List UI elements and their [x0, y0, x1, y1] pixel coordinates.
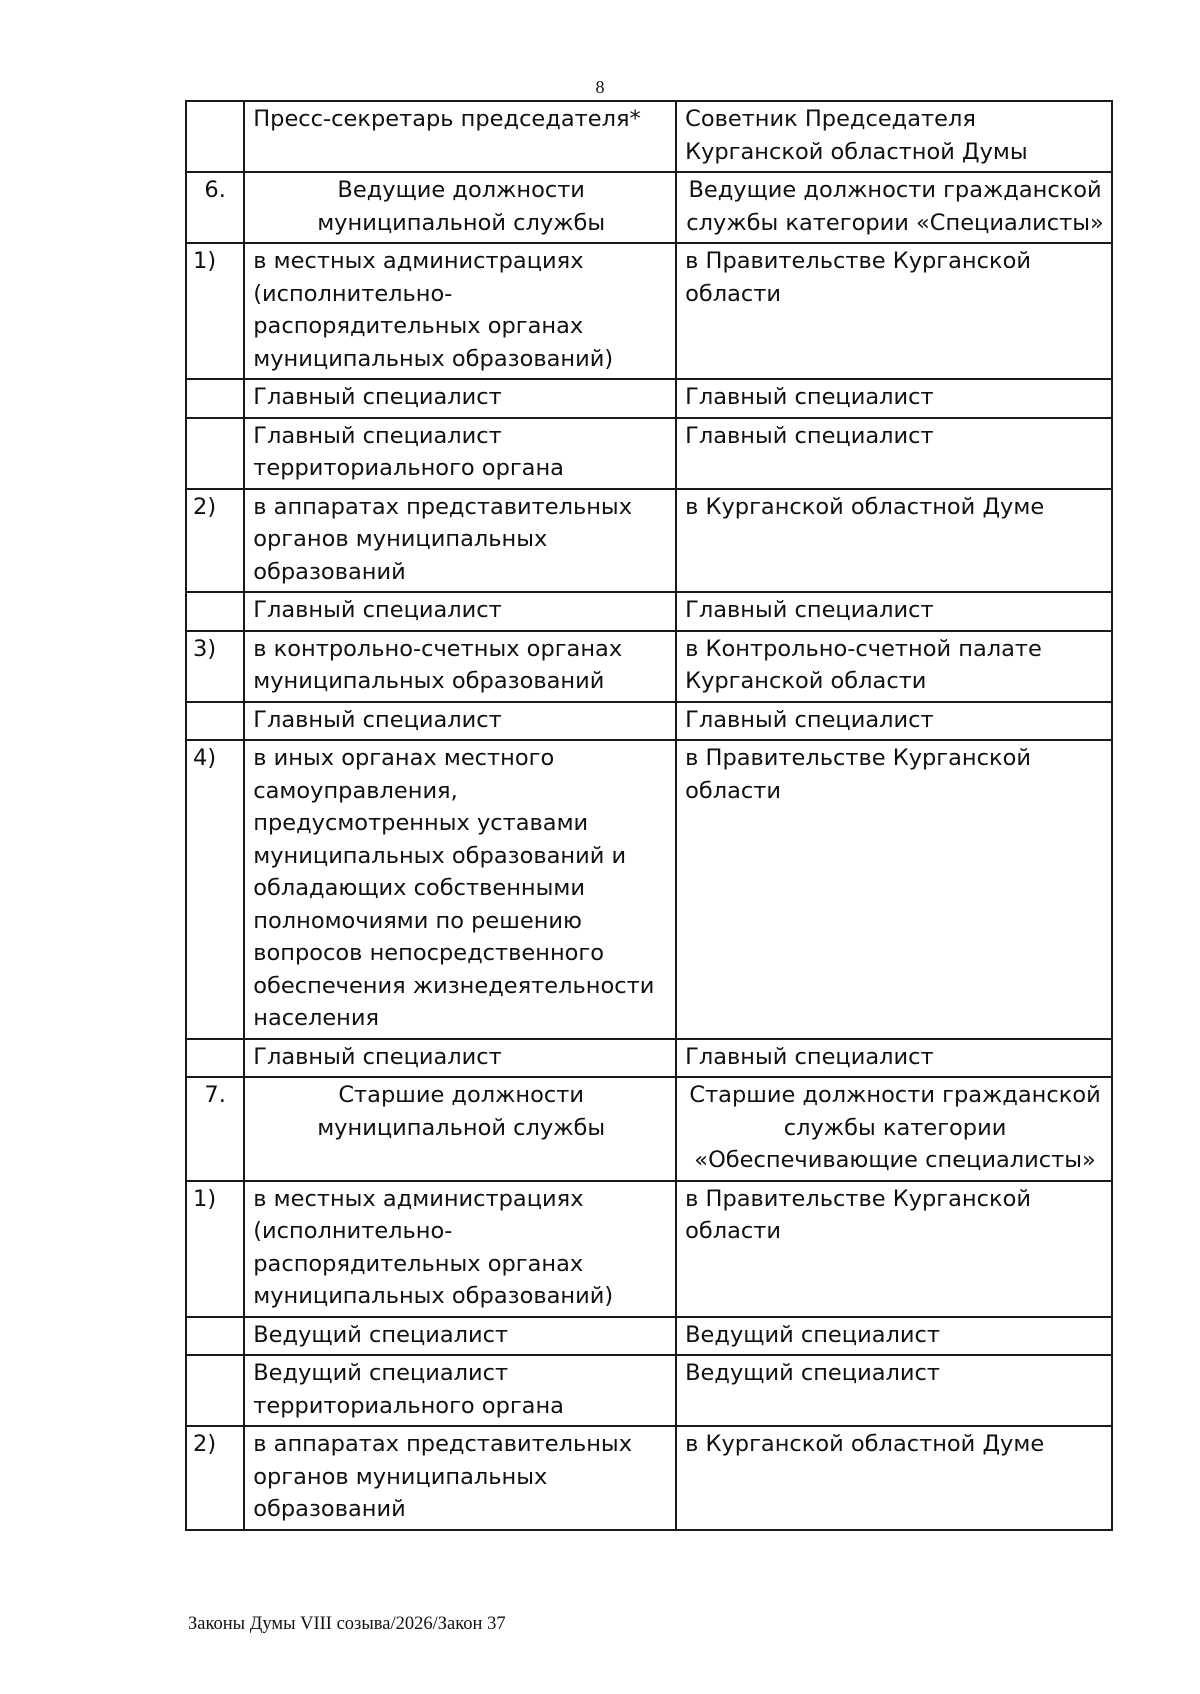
table-row — [186, 1181, 1112, 1317]
municipal-position-cell: в местных администрациях (исполнительно-распорядительных органах муниципальных образований) — [244, 1181, 676, 1317]
table-row — [186, 702, 1112, 741]
positions-table — [185, 100, 1113, 1531]
municipal-position-cell: Ведущие должности муниципальной службы — [244, 172, 676, 243]
table-row — [186, 1317, 1112, 1356]
municipal-position-cell: Главный специалист — [244, 702, 676, 741]
civil-position-cell: Главный специалист — [676, 418, 1112, 489]
municipal-position-cell: Главный специалист — [244, 379, 676, 418]
municipal-position-cell: Ведущий специалист — [244, 1317, 676, 1356]
table-row — [186, 489, 1112, 593]
municipal-position-cell: в иных органах местного самоуправления, предусмотренных уставами муниципальных образований и обладающих собственными полномочиями по решению вопросов непосредственного обеспечения жизнедеятельности населения — [244, 740, 676, 1039]
civil-position-cell: Ведущий специалист — [676, 1317, 1112, 1356]
civil-position-cell: в Правительстве Курганской области — [676, 740, 1112, 1039]
municipal-position-cell: Главный специалист — [244, 592, 676, 631]
table-row — [186, 379, 1112, 418]
civil-position-cell: Старшие должности гражданской службы категории «Обеспечивающие специалисты» — [676, 1077, 1112, 1181]
row-number-cell: 4) — [186, 740, 244, 1039]
row-number-cell: 3) — [186, 631, 244, 702]
municipal-position-cell: Главный специалист — [244, 1039, 676, 1078]
municipal-position-cell: Ведущий специалист территориального органа — [244, 1355, 676, 1426]
row-number-cell — [186, 101, 244, 172]
row-number-cell — [186, 1355, 244, 1426]
civil-position-cell: в Правительстве Курганской области — [676, 1181, 1112, 1317]
civil-position-cell: в Курганской областной Думе — [676, 489, 1112, 593]
row-number-cell — [186, 418, 244, 489]
table-row — [186, 592, 1112, 631]
civil-position-cell: в Контрольно-счетной палате Курганской области — [676, 631, 1112, 702]
row-number-cell — [186, 592, 244, 631]
positions-table-body — [186, 101, 1112, 1530]
municipal-position-cell: в аппаратах представительных органов муниципальных образований — [244, 1426, 676, 1530]
row-number-cell: 7. — [186, 1077, 244, 1181]
civil-position-cell: Главный специалист — [676, 592, 1112, 631]
row-number-cell: 2) — [186, 489, 244, 593]
civil-position-cell: Ведущий специалист — [676, 1355, 1112, 1426]
table-row — [186, 243, 1112, 379]
table-row — [186, 1077, 1112, 1181]
row-number-cell — [186, 1039, 244, 1078]
civil-position-cell: Главный специалист — [676, 379, 1112, 418]
table-row — [186, 1355, 1112, 1426]
municipal-position-cell: в контрольно-счетных органах муниципальных образований — [244, 631, 676, 702]
row-number-cell: 1) — [186, 1181, 244, 1317]
table-row — [186, 740, 1112, 1039]
table-row — [186, 1039, 1112, 1078]
municipal-position-cell: в местных администрациях (исполнительно-распорядительных органах муниципальных образований) — [244, 243, 676, 379]
row-number-cell — [186, 1317, 244, 1356]
municipal-position-cell: Главный специалист территориального органа — [244, 418, 676, 489]
document-footer: Законы Думы VIII созыва/2026/Закон 37 — [188, 1614, 506, 1634]
civil-position-cell: в Правительстве Курганской области — [676, 243, 1112, 379]
row-number-cell: 6. — [186, 172, 244, 243]
table-row — [186, 1426, 1112, 1530]
municipal-position-cell: в аппаратах представительных органов муниципальных образований — [244, 489, 676, 593]
municipal-position-cell: Старшие должности муниципальной службы — [244, 1077, 676, 1181]
civil-position-cell: Ведущие должности гражданской службы категории «Специалисты» — [676, 172, 1112, 243]
table-row — [186, 418, 1112, 489]
civil-position-cell: в Курганской областной Думе — [676, 1426, 1112, 1530]
table-row — [186, 631, 1112, 702]
row-number-cell: 1) — [186, 243, 244, 379]
row-number-cell — [186, 379, 244, 418]
row-number-cell — [186, 702, 244, 741]
page-number: 8 — [595, 77, 605, 97]
table-row — [186, 172, 1112, 243]
table-row — [186, 101, 1112, 172]
municipal-position-cell: Пресс-секретарь председателя* — [244, 101, 676, 172]
row-number-cell: 2) — [186, 1426, 244, 1530]
civil-position-cell: Главный специалист — [676, 1039, 1112, 1078]
civil-position-cell: Советник Председателя Курганской областной Думы — [676, 101, 1112, 172]
civil-position-cell: Главный специалист — [676, 702, 1112, 741]
